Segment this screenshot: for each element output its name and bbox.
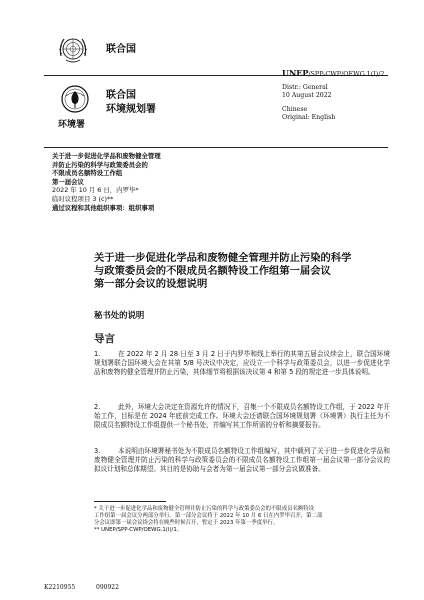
footnote-separator bbox=[94, 501, 166, 502]
unep-org-name-line1: 联合国 bbox=[106, 90, 136, 101]
meeting-header bbox=[52, 152, 352, 212]
title-line3: 第一部分会议的设想说明 bbox=[94, 278, 208, 290]
title-line2: 与政策委员会的不限成员名额特设工作组第一届会议 bbox=[94, 265, 331, 277]
paragraph-text: 此外，环境大会决定在资源允许的情况下，召集一个不限成员名额特设工作组，于 2022 年开始工作，目标是在 2024 年底前完成工作。环境大会还请联合国环境规划署（环境署）执行主任为不限成员名额特设工作组提供一个秘书处，并编写其工作所需的分析和摘要报告。 bbox=[94, 403, 390, 429]
job-code: K2210955 bbox=[44, 584, 76, 591]
meeting-date-place: 2022 年 10 月 6 日，内罗毕* bbox=[52, 186, 139, 195]
meeting-name-line3: 不限成员名额特设工作组 bbox=[52, 169, 123, 178]
header-rule-bottom bbox=[44, 147, 388, 148]
meeting-name-line1: 关于进一步促进化学品和废物健全管理 bbox=[52, 152, 161, 160]
agenda-item-title: 通过议程和其他组织事项：组织事项 bbox=[52, 203, 155, 212]
unep-logo-icon bbox=[60, 84, 90, 114]
agenda-item: 临时议程项目 3 (c)** bbox=[52, 194, 114, 203]
symbol-rest: /SPP-CWP/OEWG.1(I)/2 bbox=[308, 70, 385, 78]
un-org-name: 联合国 bbox=[106, 44, 136, 55]
original-language: Original: English bbox=[282, 114, 336, 121]
distribution: Distr.: General bbox=[282, 84, 328, 91]
job-date: 090922 bbox=[96, 584, 119, 591]
paragraph-number: 3. bbox=[94, 447, 101, 455]
language: Chinese bbox=[282, 106, 308, 113]
footnote-1-line3: 分会议即第一届会议续会将在晚些时候召开，暂定于 2023 年第一季度举行。 bbox=[94, 520, 279, 526]
paragraph-number: 2. bbox=[94, 403, 101, 411]
footnotes bbox=[94, 506, 394, 534]
document-symbol bbox=[282, 68, 384, 78]
symbol-bold: UNEP bbox=[282, 68, 309, 78]
paragraph-2 bbox=[94, 403, 390, 430]
un-emblem-icon bbox=[56, 34, 90, 66]
meeting-name-line2: 并防止污染的科学与政策委员会的 bbox=[52, 160, 148, 169]
paragraph-1 bbox=[94, 350, 390, 377]
document-meta bbox=[282, 84, 335, 122]
unep-logo-caption: 环境署 bbox=[58, 120, 86, 130]
document-title bbox=[94, 252, 394, 291]
section-heading: 导言 bbox=[94, 333, 115, 345]
unep-org-name-line2: 环境规划署 bbox=[106, 104, 156, 115]
title-line1: 关于进一步促进化学品和废物健全管理并防止污染的科学 bbox=[94, 252, 352, 264]
footnote-1-line2: 工作组第一届会议分两部分举行。第一部分会议将于 2022 年 10 月 6 日在内罗毕召开，第二部 bbox=[94, 513, 323, 519]
paragraph-text: 在 2022 年 2 月 28 日至 3 月 2 日于内罗毕和线上举行的其第五届会议续会上，联合国环境规划署联合国环境大会在其第 5/8 号决议中决定，应设立一个科学与政策委员会，以进一步促进化学品和废物的健全管理并防止污染，其体细节将根据该决议第 4 和第 5 段的规定进一步具体说明。 bbox=[94, 350, 390, 376]
paragraph-number: 1. bbox=[94, 350, 101, 358]
meeting-name-line4: 第一届会议 bbox=[52, 177, 84, 186]
footnote-1-line1: * 关于进一步促进化学品和废物健全管理并防止污染的科学与政策委员会的不限成员名额特设 bbox=[94, 506, 315, 512]
issue-date: 10 August 2022 bbox=[282, 92, 332, 99]
byline: 秘书处的说明 bbox=[94, 310, 145, 320]
footnote-2: ** UNEP/SPP-CWP/OEWG.1(I)/1。 bbox=[94, 527, 183, 533]
paragraph-3 bbox=[94, 447, 390, 474]
paragraph-text: 本说明由环境署秘书处为不限成员名额特设工作组编写，其中载列了关于进一步促进化学品和废物健全管理并防止污染的科学与政策委员会的不限成员名额特设工作组第一届会议第一部分会议的拟议计划和总体期望。其目的是协助与会者为第一届会议第一部分会议做准备。 bbox=[94, 447, 390, 473]
